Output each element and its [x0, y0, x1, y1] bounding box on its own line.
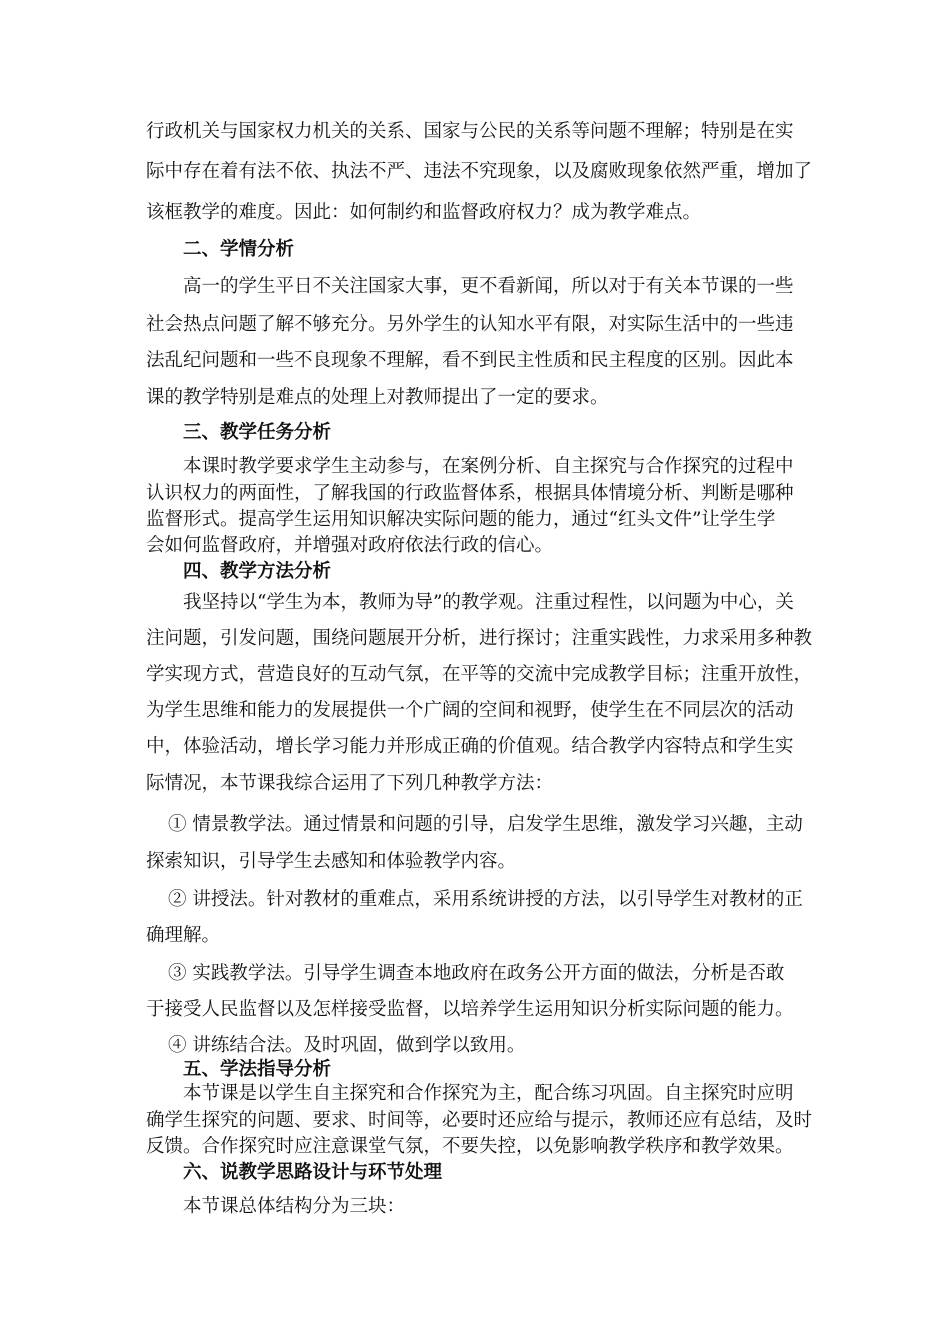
section-heading: 五、学法指导分析 [183, 1059, 332, 1080]
list-item-line: ③ 实践教学法。引导学生调查本地政府在政务公开方面的做法，分析是否敢 [168, 963, 785, 984]
paragraph-line: 会如何监督政府，并增强对政府依法行政的信心。 [146, 535, 554, 556]
paragraph-line: 反馈。合作探究时应注意课堂气氛，不要失控，以免影响教学秩序和教学效果。 [146, 1136, 794, 1157]
paragraph-line: 际中存在着有法不依、执法不严、违法不究现象，以及腐败现象依然严重，增加了 [146, 161, 813, 182]
section-heading: 二、学情分析 [183, 239, 295, 260]
list-item-line: ④ 讲练结合法。及时巩固，做到学以致用。 [168, 1035, 526, 1056]
paragraph-line: 认识权力的两面性，了解我国的行政监督体系，根据具体情境分析、判断是哪种 [146, 483, 794, 504]
paragraph-line: 本节课是以学生自主探究和合作探究为主，配合练习巩固。自主探究时应明 [183, 1083, 794, 1104]
paragraph-line: 确学生探究的问题、要求、时间等，必要时还应给与提示，教师还应有总结，及时 [146, 1110, 813, 1131]
paragraph-line: 确理解。 [146, 925, 221, 946]
section-heading: 四、教学方法分析 [183, 561, 332, 582]
paragraph-line: 本节课总体结构分为三块： [183, 1196, 406, 1217]
paragraph-line: 探索知识，引导学生去感知和体验教学内容。 [146, 851, 517, 872]
paragraph-line: 本课时教学要求学生主动参与，在案例分析、自主探究与合作探究的过程中 [183, 456, 794, 477]
section-heading: 三、教学任务分析 [183, 422, 332, 443]
paragraph-line: 高一的学生平日不关注国家大事，更不看新闻，所以对于有关本节课的一些 [183, 276, 794, 297]
paragraph-line: 学实现方式，营造良好的互动气氛，在平等的交流中完成教学目标；注重开放性， [146, 664, 813, 685]
paragraph-line: 课的教学特别是难点的处理上对教师提出了一定的要求。 [146, 387, 609, 408]
paragraph-line: 于接受人民监督以及怎样接受监督，以培养学生运用知识分析实际问题的能力。 [146, 999, 794, 1020]
paragraph-line: 监督形式。提高学生运用知识解决实际问题的能力，通过“红头文件”让学生学 [146, 509, 776, 530]
paragraph-line: 社会热点问题了解不够充分。另外学生的认知水平有限，对实际生活中的一些违 [146, 314, 794, 335]
paragraph-line: 注问题，引发问题，围绕问题展开分析，进行探讨；注重实践性，力求采用多种教 [146, 628, 813, 649]
list-item-line: ① 情景教学法。通过情景和问题的引导，启发学生思维，激发学习兴趣，主动 [168, 814, 803, 835]
paragraph-line: 行政机关与国家权力机关的关系、国家与公民的关系等问题不理解；特别是在实 [146, 121, 794, 142]
paragraph-line: 中，体验活动，增长学习能力并形成正确的价值观。结合教学内容特点和学生实 [146, 736, 794, 757]
paragraph-line: 该框教学的难度。因此：如何制约和监督政府权力？成为教学难点。 [146, 202, 702, 223]
paragraph-line: 我坚持以“学生为本，教师为导”的教学观。注重过程性，以问题为中心，关 [183, 592, 794, 613]
paragraph-line: 法乱纪问题和一些不良现象不理解，看不到民主性质和民主程度的区别。因此本 [146, 350, 794, 371]
list-item-line: ② 讲授法。针对教材的重难点，采用系统讲授的方法，以引导学生对教材的正 [168, 889, 803, 910]
section-heading: 六、说教学思路设计与环节处理 [183, 1162, 443, 1183]
paragraph-line: 际情况，本节课我综合运用了下列几种教学方法： [146, 773, 554, 794]
paragraph-line: 为学生思维和能力的发展提供一个广阔的空间和视野，使学生在不同层次的活动 [146, 700, 794, 721]
